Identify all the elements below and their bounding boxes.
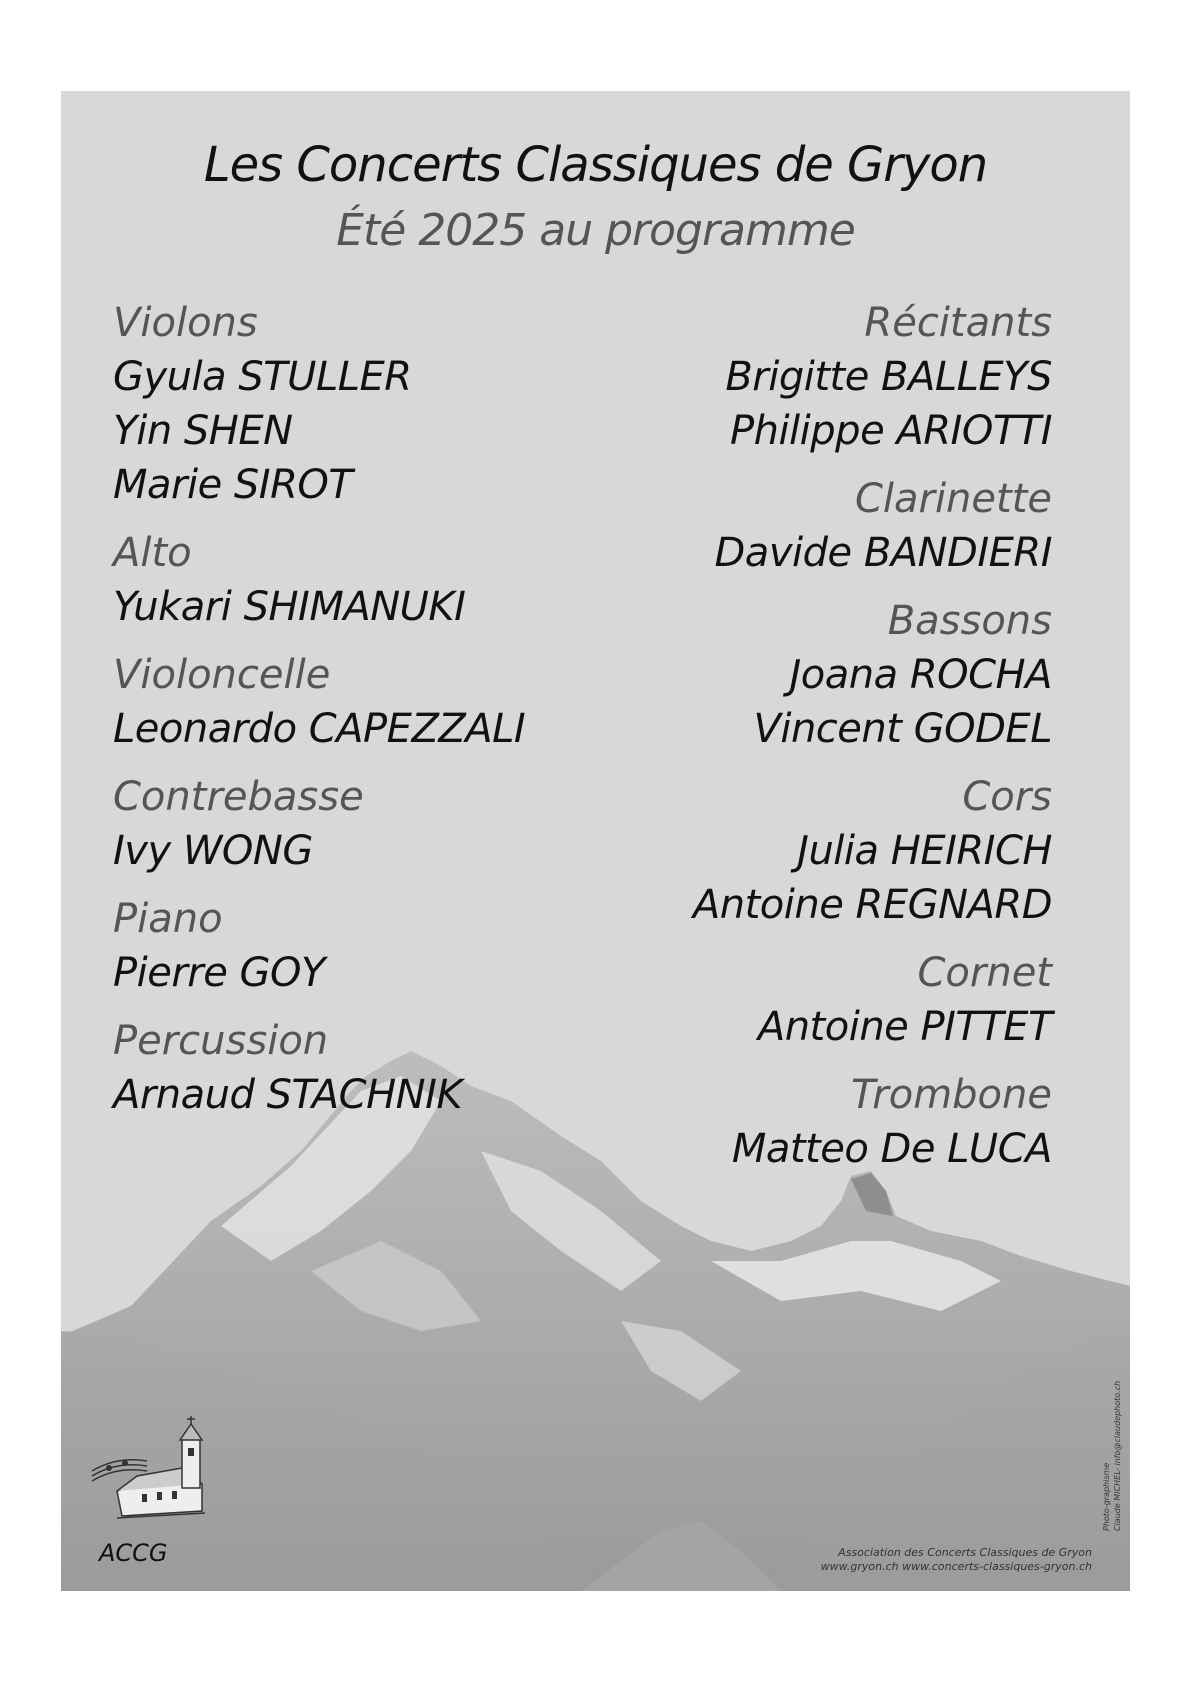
section-clarinette <box>532 472 1052 580</box>
musician-name: Leonardo CAPEZZALI <box>113 706 526 752</box>
right-musician-column <box>532 296 1052 1190</box>
musician-name: Ivy WONG <box>113 828 313 874</box>
instrument-label: Violons <box>113 300 258 346</box>
instrument-label: Piano <box>113 896 223 942</box>
websites-link[interactable]: www.gryon.ch www.concerts-classiques-gryon.ch <box>820 1560 1092 1573</box>
musician-name: Yukari SHIMANUKI <box>113 584 466 630</box>
poster-subtitle: Été 2025 au programme <box>336 205 855 256</box>
instrument-label: Cornet <box>917 950 1052 996</box>
instrument-label: Percussion <box>113 1018 329 1064</box>
poster-title: Les Concerts Classiques de Gryon <box>203 137 988 193</box>
section-cors <box>532 770 1052 932</box>
instrument-label: Alto <box>113 530 192 576</box>
photo-credit <box>1101 1381 1123 1531</box>
photo-credit-line1: Photo-graphisme <box>1102 1462 1111 1531</box>
musician-name: Brigitte BALLEYS <box>725 354 1052 400</box>
musician-name: Vincent GODEL <box>753 706 1052 752</box>
musician-name: Pierre GOY <box>113 950 325 996</box>
musician-name: Arnaud STACHNIK <box>113 1072 463 1118</box>
association-acronym: ACCG <box>99 1539 168 1567</box>
instrument-label: Clarinette <box>854 476 1052 522</box>
musician-name: Antoine REGNARD <box>692 882 1052 928</box>
musician-name: Julia HEIRICH <box>797 828 1052 874</box>
association-name: Association des Concerts Classiques de Gryon <box>838 1546 1092 1559</box>
musician-name: Philippe ARIOTTI <box>729 408 1052 454</box>
instrument-label: Violoncelle <box>113 652 331 698</box>
musician-name: Davide BANDIERI <box>714 530 1052 576</box>
section-recitants <box>532 296 1052 458</box>
footer <box>821 1546 1092 1574</box>
musician-name: Gyula STULLER <box>113 354 412 400</box>
musician-name: Yin SHEN <box>113 408 293 454</box>
musician-name: Antoine PITTET <box>757 1004 1052 1050</box>
musician-name: Marie SIROT <box>113 462 353 508</box>
church-logo-icon <box>87 1416 217 1536</box>
instrument-label: Cors <box>962 774 1052 820</box>
section-trombone <box>532 1068 1052 1176</box>
musician-name: Joana ROCHA <box>789 652 1052 698</box>
photo-credit-line2: Claude MICHEL- info@claudephoto.ch <box>1113 1380 1122 1531</box>
poster <box>61 91 1130 1591</box>
instrument-label: Bassons <box>887 598 1052 644</box>
musician-name: Matteo De LUCA <box>731 1126 1052 1172</box>
section-bassons <box>532 594 1052 756</box>
section-cornet <box>532 946 1052 1054</box>
instrument-label: Récitants <box>864 300 1052 346</box>
instrument-label: Contrebasse <box>113 774 364 820</box>
instrument-label: Trombone <box>850 1072 1052 1118</box>
